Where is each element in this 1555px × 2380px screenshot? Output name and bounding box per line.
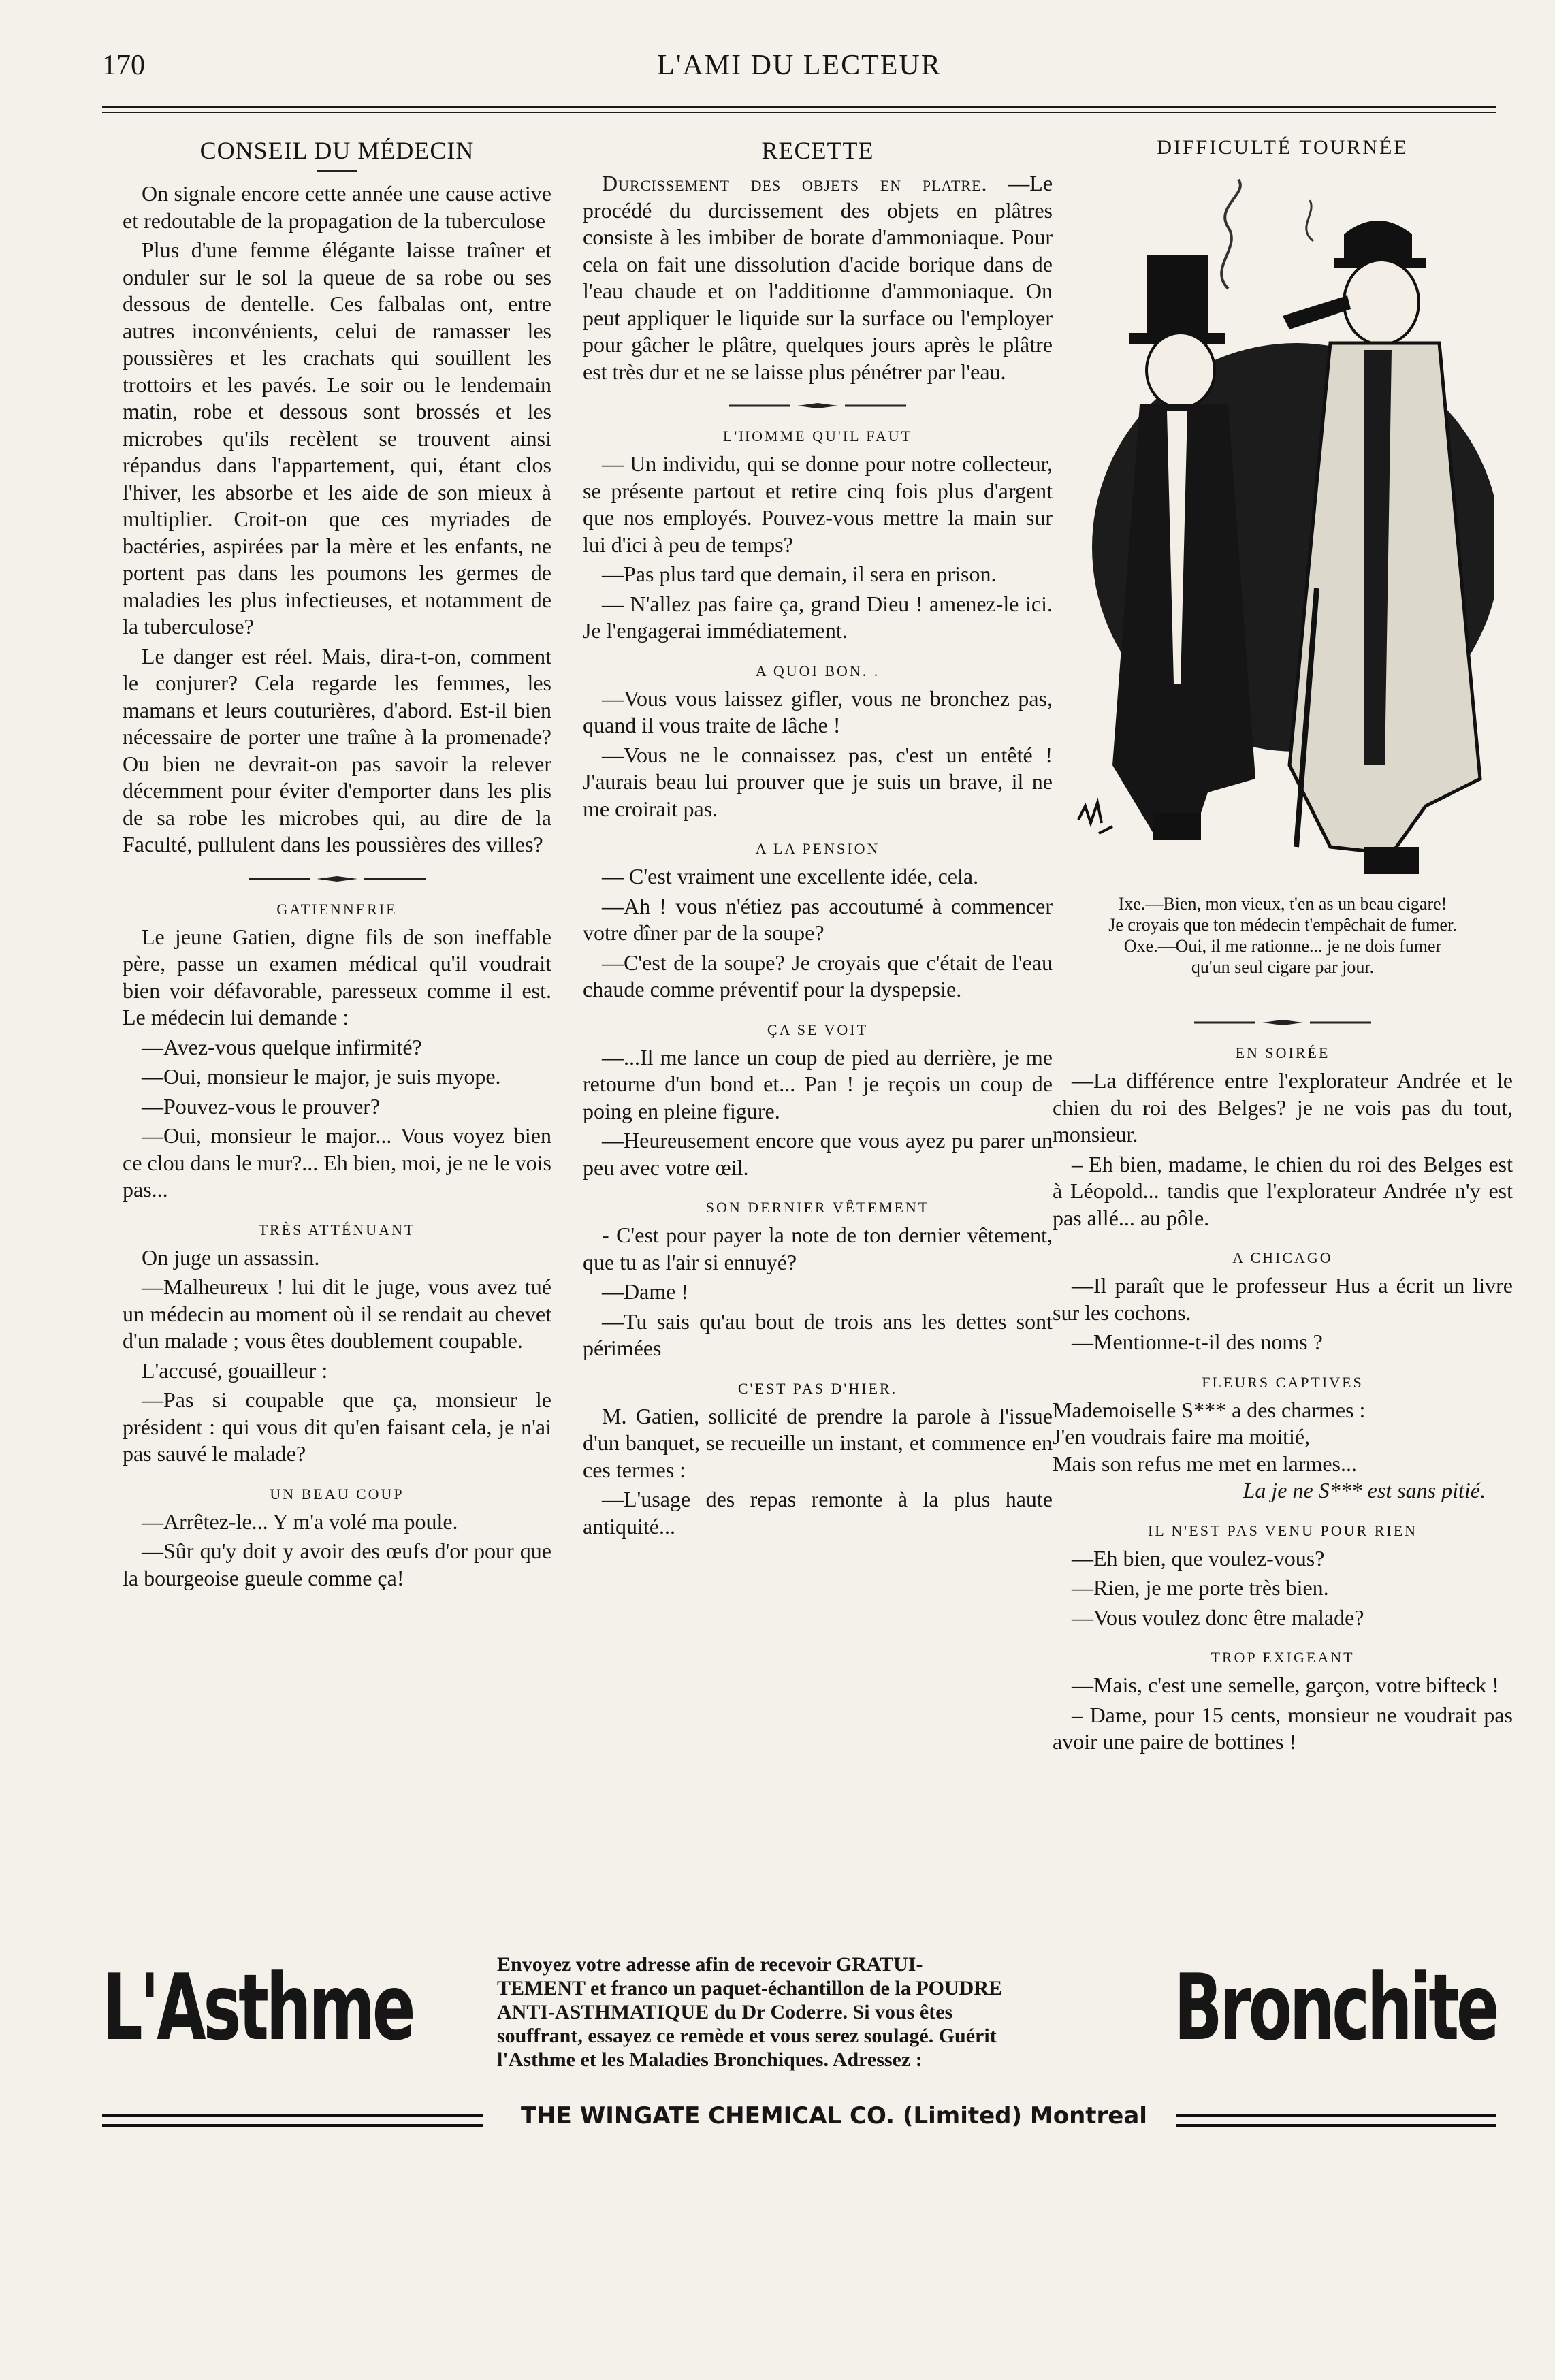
section-title-soiree: EN SOIRÉE xyxy=(1235,1044,1330,1061)
section-title-hier: C'EST PAS D'HIER. xyxy=(737,1379,898,1397)
column-middle xyxy=(583,136,1053,1543)
ad-line: ANTI-ASTHMATIQUE du Dr Coderre. Si vous êtes xyxy=(497,2001,953,2023)
text-paragraph: M. Gatien, sollicité de prendre la parole à l'issue d'un banquet, se recueille un instant, et commence en ces termes : xyxy=(583,1403,1053,1482)
text-paragraph: —Heureusement encore que vous ayez pu parer un peu avec votre œil. xyxy=(583,1128,1053,1180)
section-title-gatiennerie: GATIENNERIE xyxy=(276,900,398,918)
poem xyxy=(1053,1397,1513,1505)
header-rule-top xyxy=(102,106,1496,108)
section-title-ca-se-voit: ÇA SE VOIT xyxy=(767,1020,869,1038)
poem-line: J'en voudrais faire ma moitié, xyxy=(1053,1424,1311,1449)
text-paragraph: —Arrêtez-le... Y m'a volé ma poule. xyxy=(142,1509,458,1534)
text-paragraph: L'accusé, gouailleur : xyxy=(142,1357,328,1383)
article-paragraph: Plus d'une femme élégante laisse traîner et onduler sur le sol la queue de sa robe ou ses dessous de dentelle. Ces falbalas ont, entre autres inconvénients, celui de ramasser les poussières et les crachats qui souillent les trottoirs et les pavés. Le soir ou le lendemain matin, robe et dessous sont brossés et les microbes qu'ils recèlent se trouvent ainsi répandus dans l'appartement, qui, étant clos l'hiver, les absorbe et les aide de son mieux à multiplier. Croit-on que ces myriades de bactéries, aspirées par la mère et les enfants, ne portent pas dans les poumons les germes de maladies les plus infectieuses, et notamment de la tuberculose? xyxy=(123,238,551,639)
poem-line: Mademoiselle S*** a des charmes : xyxy=(1053,1397,1366,1422)
article-paragraph: Le danger est réel. Mais, dira-t-on, comment le conjurer? Cela regarde les femmes, les mamans et leurs couturières, d'abord. Est-il bien nécessaire de porter une traîne à la promenade? Ou bien ne devrait-on pas savoir la relever décemment pour éviter d'emporter dans les plis de sa robe les microbes qui, au dire de la Faculté, pullulent dans les poussières des villes? xyxy=(123,643,551,856)
caption-line: Je croyais que ton médecin t'empêchait de fumer. xyxy=(1108,915,1457,935)
ad-word-asthme: L'Asthme xyxy=(102,1955,413,2061)
text-paragraph: —Vous voulez donc être malade? xyxy=(1072,1605,1364,1630)
section-title-vetement: SON DERNIER VÊTEMENT xyxy=(705,1199,930,1216)
recette-lead: Durcissement des objets en platre. xyxy=(602,171,988,195)
text-paragraph: —Pouvez-vous le prouver? xyxy=(142,1093,381,1119)
ornament-divider xyxy=(249,875,426,883)
text-paragraph: —La différence entre l'explorateur Andrée et le chien du roi des Belges? je ne vois pas du tout, monsieur. xyxy=(1053,1068,1513,1146)
journal-title: L'AMI DU LECTEUR xyxy=(657,50,942,81)
caption-line: Ixe.—Bien, mon vieux, t'en as un beau cigare! xyxy=(1118,894,1447,914)
double-rule xyxy=(1176,2114,1496,2127)
running-header xyxy=(102,49,1496,90)
text-paragraph: – Eh bien, madame, le chien du roi des Belges est à Léopold... tandis que l'explorateur Andrée n'y est pas allé... au pôle. xyxy=(1053,1151,1513,1230)
text-paragraph: On juge un assassin. xyxy=(142,1244,320,1270)
text-paragraph: —Pas si coupable que ça, monsieur le président : qui vous dit qu'en faisant cela, je n'ai pas sauvé le malade? xyxy=(123,1387,551,1466)
ad-word-bronchite: Bronchite xyxy=(1173,1955,1496,2061)
page-number: 170 xyxy=(102,50,145,81)
header-rule-bottom xyxy=(102,112,1496,113)
text-paragraph: —Vous vous laissez gifler, vous ne bronchez pas, quand il vous traite de lâche ! xyxy=(583,686,1053,737)
text-paragraph: —Sûr qu'y doit y avoir des œufs d'or pour que la bourgeoise gueule comme ça! xyxy=(123,1539,551,1590)
ad-line: Envoyez votre adresse afin de recevoir GRATUI- xyxy=(497,1953,923,1976)
text-paragraph: —Dame ! xyxy=(602,1279,689,1304)
ad-line: souffrant, essayez ce remède et vous serez soulagé. Guérit xyxy=(497,2025,997,2047)
text-paragraph: — Un individu, qui se donne pour notre collecteur, se présente partout et retire cinq fois plus d'argent que nos employés. Pouvez-vous mettre la main sur lui d'ici à peu de temps? xyxy=(583,451,1053,557)
caption-line: qu'un seul cigare par jour. xyxy=(1191,957,1375,977)
recette-paragraph xyxy=(583,170,1053,385)
ad-line: TEMENT et franco un paquet-échantillon de la POUDRE xyxy=(497,1977,1002,1999)
column-right xyxy=(1053,136,1513,1758)
section-title-chicago: A CHICAGO xyxy=(1232,1249,1333,1266)
ad-body xyxy=(497,1952,1171,2072)
text-paragraph: —Oui, monsieur le major, je suis myope. xyxy=(142,1064,501,1089)
text-paragraph: —C'est de la soupe? Je croyais que c'était de l'eau chaude comme préventif pour la dyspepsie. xyxy=(583,950,1053,1001)
section-title-exigeant: TROP EXIGEANT xyxy=(1211,1649,1355,1666)
poem-line: La je ne S*** est sans pitié. xyxy=(1243,1478,1486,1502)
illustration-caption xyxy=(1053,893,1513,978)
ad-address: THE WINGATE CHEMICAL CO. (Limited) Montreal xyxy=(521,2102,1147,2129)
text-paragraph: —...Il me lance un coup de pied au derrière, je me retourne d'un bond et... Pan ! je reçois un coup de poing en pleine figure. xyxy=(583,1044,1053,1123)
double-rule xyxy=(102,2114,483,2127)
text-paragraph: — N'allez pas faire ça, grand Dieu ! amenez-le ici. Je l'engagerai immédiatement. xyxy=(583,591,1053,643)
section-title-attenuant: TRÈS ATTÉNUANT xyxy=(258,1221,416,1238)
section-title-pension: A LA PENSION xyxy=(755,840,880,857)
text-paragraph: —Il paraît que le professeur Hus a écrit un livre sur les cochons. xyxy=(1053,1273,1513,1325)
text-paragraph: – Dame, pour 15 cents, monsieur ne voudrait pas avoir une paire de bottines ! xyxy=(1053,1702,1513,1754)
poem-line: Mais son refus me met en larmes... xyxy=(1053,1451,1357,1476)
text-paragraph: —Vous ne le connaissez pas, c'est un entêté ! J'aurais beau lui prouver que je suis un brave, il ne me croirait pas. xyxy=(583,742,1053,821)
text-paragraph: —Malheureux ! lui dit le juge, vous avez tué un médecin au moment où il se rendait au chevet d'un malade ; vous êtes doublement coupable. xyxy=(123,1274,551,1353)
ornament-divider xyxy=(729,402,906,410)
text-paragraph: — C'est vraiment une excellente idée, cela. xyxy=(602,864,979,888)
column-left xyxy=(123,136,551,1594)
ad-line: l'Asthme et les Maladies Bronchiques. Adressez : xyxy=(497,2048,923,2071)
advertisement xyxy=(102,1952,1496,2129)
text-paragraph: Le jeune Gatien, digne fils de son ineffable père, passe un examen médical qu'il voudrait bien voir défavorable, paresseux comme il est. Le médecin lui demande : xyxy=(123,924,551,1029)
text-paragraph: —Oui, monsieur le major... Vous voyez bien ce clou dans le mur?... Eh bien, moi, je ne le vois pas... xyxy=(123,1123,551,1202)
section-title-homme: L'HOMME QU'IL FAUT xyxy=(722,428,913,445)
text-paragraph: —Mentionne-t-il des noms ? xyxy=(1072,1330,1323,1354)
text-paragraph: —Ah ! vous n'étiez pas accoutumé à commencer votre dîner par de la soupe? xyxy=(583,893,1053,945)
ad-address-line xyxy=(102,2102,1496,2136)
text-paragraph: —Eh bien, que voulez-vous? xyxy=(1072,1545,1325,1571)
section-title-quoi-bon: A QUOI BON. . xyxy=(755,662,880,679)
text-paragraph: —Avez-vous quelque infirmité? xyxy=(142,1034,422,1059)
cartoon-illustration xyxy=(1072,166,1494,888)
caption-line: Oxe.—Oui, il me rationne... je ne dois fumer xyxy=(1123,936,1442,956)
article-paragraph: On signale encore cette année une cause active et redoutable de la propagation de la tuberculose xyxy=(123,181,551,233)
text-paragraph: - C'est pour payer la note de ton dernier vêtement, que tu as l'air si ennuyé? xyxy=(583,1223,1053,1274)
divider xyxy=(317,170,357,172)
section-title-fleurs: FLEURS CAPTIVES xyxy=(1202,1373,1364,1391)
text-paragraph: —Rien, je me porte très bien. xyxy=(1072,1575,1329,1600)
section-title-recette: RECETTE xyxy=(761,137,874,164)
section-title-conseil: CONSEIL DU MÉDECIN xyxy=(199,137,475,164)
text-paragraph: —Mais, c'est une semelle, garçon, votre bifteck ! xyxy=(1072,1673,1499,1697)
section-title-rien: IL N'EST PAS VENU POUR RIEN xyxy=(1147,1522,1418,1539)
recette-text: —Le procédé du durcissement des objets en plâtres consiste à les imbiber de borate d'ammoniaque. Pour cela on fait une dissolution d'acide borique dans de l'eau chaude et on l'additionne d'ammoniaque. On peut appliquer le liquide sur la surface ou l'employer pour gâcher le plâtre, quelques jours après le plâtre est très dur et ne se laisse plus pénétrer par l'eau. xyxy=(583,171,1053,384)
section-title-difficulte: DIFFICULTÉ TOURNÉE xyxy=(1157,136,1409,159)
text-paragraph: —Tu sais qu'au bout de trois ans les dettes sont périmées xyxy=(583,1308,1053,1360)
section-title-beau-coup: UN BEAU COUP xyxy=(270,1485,404,1502)
ornament-divider xyxy=(1194,1018,1371,1027)
text-paragraph: —Pas plus tard que demain, il sera en prison. xyxy=(602,562,997,586)
text-paragraph: —L'usage des repas remonte à la plus haute antiquité... xyxy=(583,1487,1053,1539)
